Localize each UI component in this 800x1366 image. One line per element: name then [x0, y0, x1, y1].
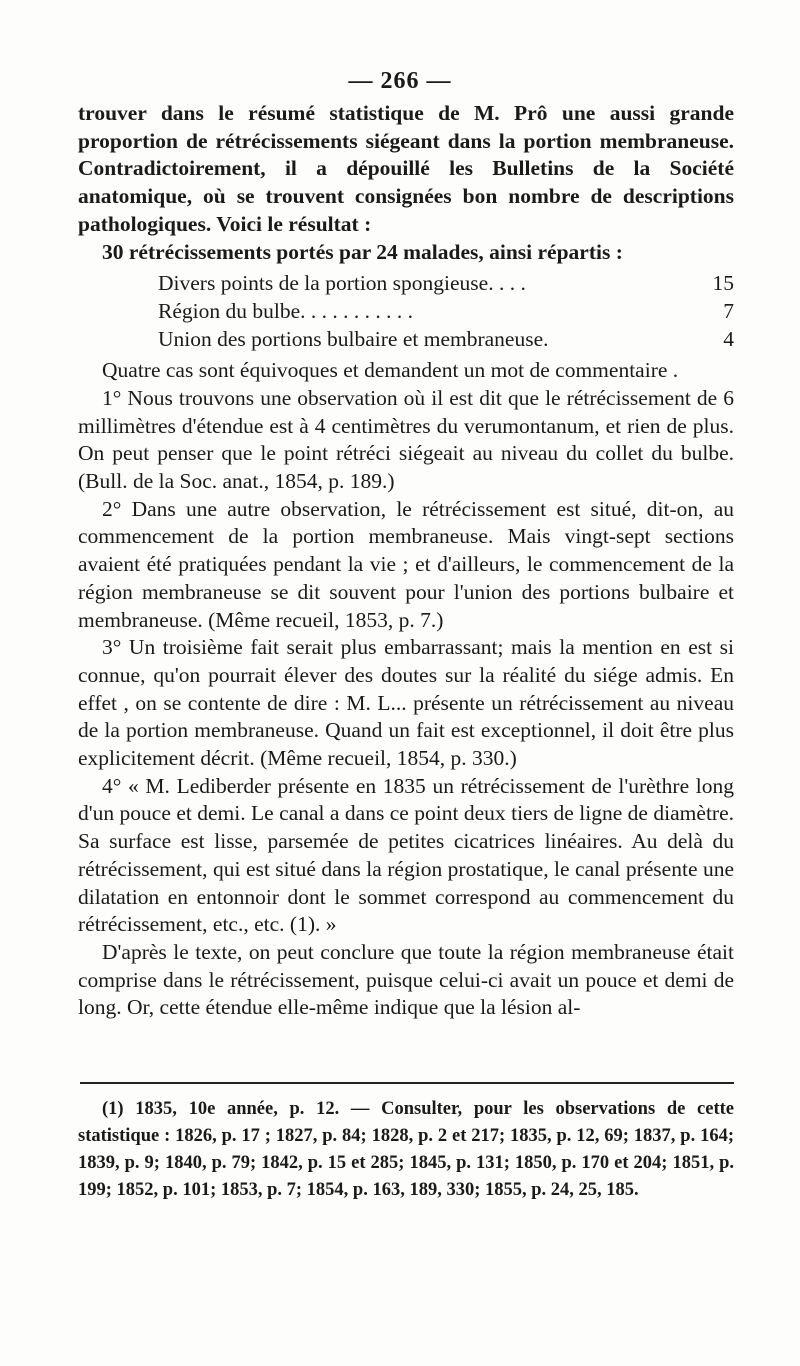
- distribution-list: [158, 269, 734, 353]
- footnote-divider: [80, 1082, 734, 1084]
- list-item-label: Union des portions bulbaire et membraneuse.: [158, 327, 549, 352]
- footnote: [78, 1096, 734, 1204]
- paragraph-case-2: 2° Dans une autre observation, le rétrécissement est situé, dit-on, au commencement de la portion membraneuse. Mais vingt-sept sections avaient été pratiquées pendant la vie ; et d'ailleurs, le commencement de la région membraneuse se dit souvent pour l'union des portions bulbaire et membraneuse. (Même recueil, 1853, p. 7.): [78, 496, 734, 632]
- paragraph-case-3: 3° Un troisième fait serait plus embarrassant; mais la mention en est si connue, qu'on pourrait élever des doutes sur la réalité du siége admis. En effet , on se contente de dire : M. L... présente un rétrécissement au niveau de la portion membraneuse. Quand un fait est exceptionnel, il doit être plus explicitement décrit. (Même recueil, 1854, p. 330.): [78, 635, 734, 771]
- list-item-value: 15: [712, 271, 734, 296]
- list-item-value: 4: [723, 327, 734, 352]
- paragraph-summary: 30 rétrécissements portés par 24 malades, ainsi répartis :: [102, 239, 623, 264]
- list-item-label: Divers points de la portion spongieuse. . . .: [158, 271, 526, 296]
- list-item: [158, 325, 734, 353]
- list-item: [158, 297, 734, 325]
- body-text: [78, 100, 734, 1022]
- paragraph-case-4: 4° « M. Lediberder présente en 1835 un rétrécissement de l'urèthre long d'un pouce et demi. Le canal a dans ce point deux tiers de ligne de diamètre. Sa surface est lisse, parsemée de petites cicatrices linéaires. Au delà du rétrécissement, qui est situé dans la région prostatique, le canal présente une dilatation en entonnoir dont le sommet correspond au commencement du rétrécissement, etc., etc. (1). »: [78, 773, 734, 937]
- paragraph-intro: trouver dans le résumé statistique de M. Prô une aussi grande proportion de rétrécissements siégeant dans la portion membraneuse. Contradictoirement, il a dépouillé les Bulletins de la Société anatomique, où se trouvent consignées bon nombre de descriptions pathologiques. Voici le résultat :: [78, 101, 734, 236]
- paragraph-equivocal: Quatre cas sont équivoques et demandent un mot de commentaire .: [102, 358, 679, 383]
- footnote-text: (1) 1835, 10e année, p. 12. — Consulter, pour les observations de cette statistique : 1826, p. 17 ; 1827, p. 84; 1828, p. 2 et 217; 1835, p. 12, 69; 1837, p. 164; 1839, p. 9; 1840, p. 79; 1842, p. 15 et 285; 1845, p. 131; 1850, p. 170 et 204; 1851, p. 199; 1852, p. 101; 1853, p. 7; 1854, p. 163, 189, 330; 1855, p. 24, 25, 185.: [78, 1099, 734, 1200]
- list-item-label: Région du bulbe. . . . . . . . . . .: [158, 299, 413, 324]
- paragraph-case-1: 1° Nous trouvons une observation où il est dit que le rétrécissement de 6 millimètres d'étendue est à 4 centimètres du verumontanum, et rien de plus. On peut penser que le point rétréci siégeait au niveau du collet du bulbe. (Bull. de la Soc. anat., 1854, p. 189.): [78, 385, 734, 494]
- page-number: — 266 —: [348, 68, 452, 94]
- list-item: [158, 269, 734, 297]
- paragraph-conclusion: D'après le texte, on peut conclure que toute la région membraneuse était comprise dans le rétrécissement, puisque celui-ci avait un pouce et demi de long. Or, cette étendue elle-même indique que la lésion al-: [78, 939, 734, 1020]
- list-item-value: 7: [723, 299, 734, 324]
